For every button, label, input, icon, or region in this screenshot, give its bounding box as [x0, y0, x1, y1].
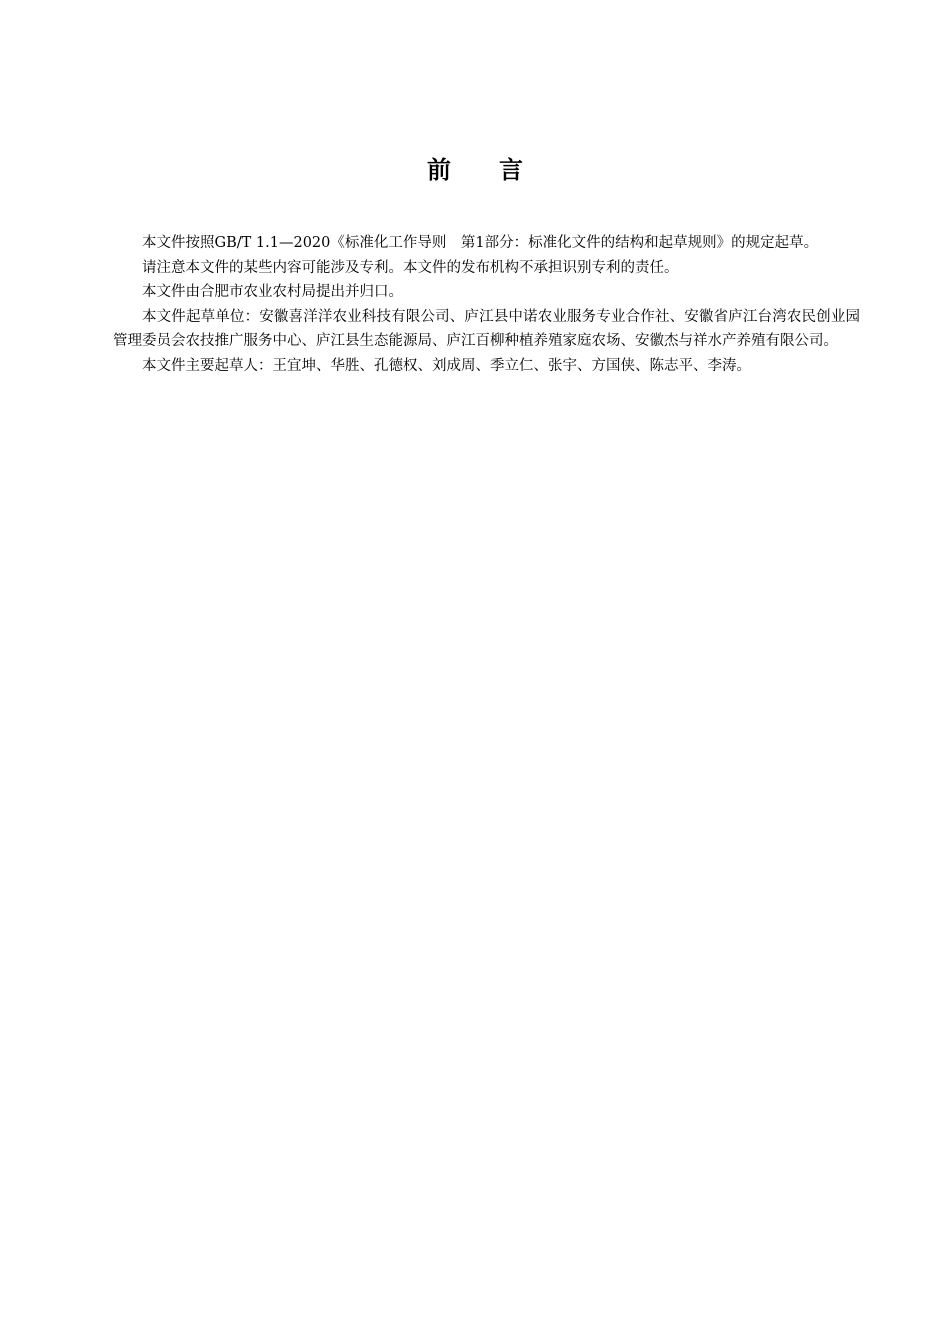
foreword-body: [113, 231, 860, 379]
paragraph-standard-basis: 本文件按照GB/T 1.1—2020《标准化工作导则 第1部分：标准化文件的结构和起草规则》的规定起草。: [142, 235, 819, 251]
page-title: 前言: [427, 156, 571, 184]
paragraph-patent-notice: 请注意本文件的某些内容可能涉及专利。本文件的发布机构不承担识别专利的责任。: [142, 259, 679, 276]
paragraph-drafting-units: 本文件起草单位：安徽喜洋洋农业科技有限公司、庐江县中诺农业服务专业合作社、安徽省庐江台湾农民创业园管理委员会农技推广服务中心、庐江县生态能源局、庐江百柳种植养殖家庭农场、安徽杰与祥水产养殖有限公司。: [113, 308, 860, 350]
paragraph-proposer: 本文件由合肥市农业农村局提出并归口。: [142, 284, 403, 301]
paragraph-drafters: 本文件主要起草人：王宜坤、华胜、孔德权、刘成周、季立仁、张宇、方国侠、陈志平、李涛。: [142, 357, 751, 374]
